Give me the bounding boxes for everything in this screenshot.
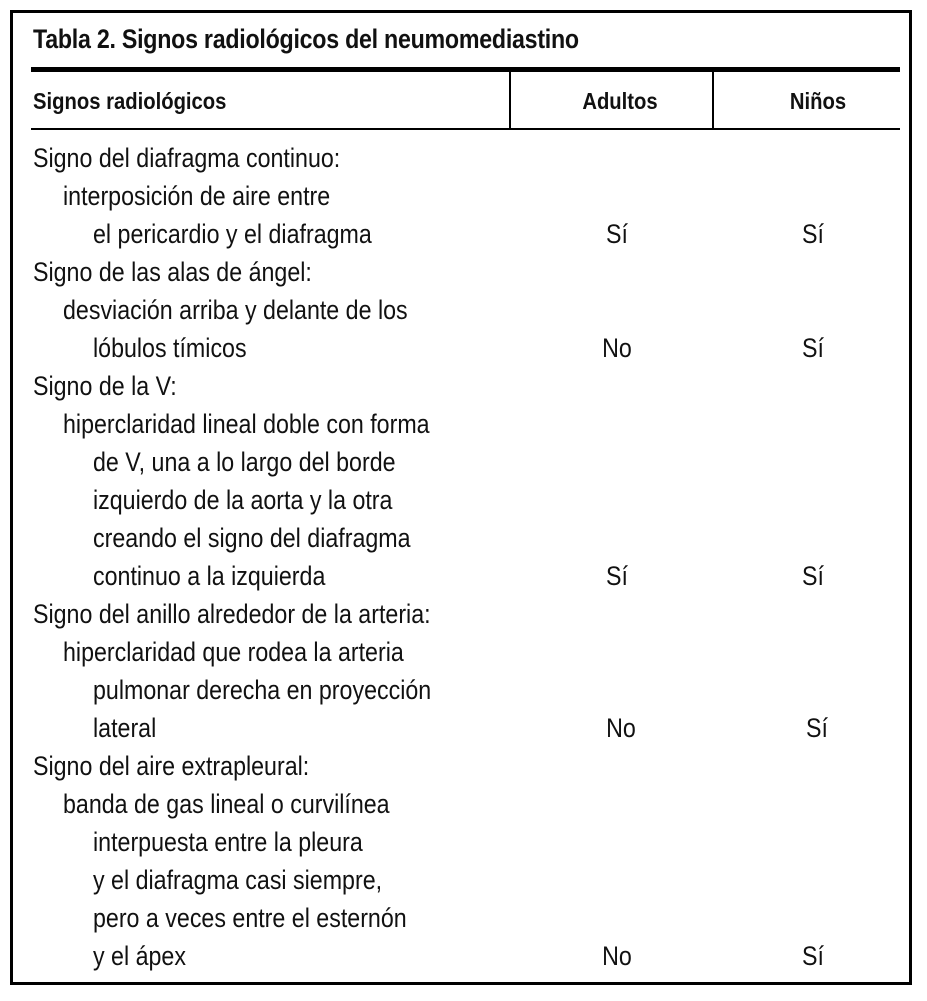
column-header-adults: Adultos	[582, 88, 658, 114]
column-header-children: Niños	[789, 88, 847, 114]
sign-description-line: y el diafragma casi siempre,	[93, 865, 383, 895]
sign-description-line: hiperclaridad que rodea la arteria	[63, 637, 404, 667]
header-divider-right	[712, 72, 714, 129]
children-value: Sí	[802, 941, 824, 971]
sign-description-line: de V, una a lo largo del borde	[93, 447, 396, 477]
adults-value: No	[606, 713, 636, 743]
sign-description-line: pero a veces entre el esternón	[93, 903, 407, 933]
children-value: Sí	[802, 219, 824, 249]
sign-description-line: lóbulos tímicos	[93, 333, 247, 363]
adults-value: No	[602, 941, 632, 971]
children-value: Sí	[802, 561, 824, 591]
sign-description-line: desviación arriba y delante de los	[63, 295, 408, 325]
sign-name: Signo del diafragma continuo:	[33, 143, 341, 173]
sign-description-line: pulmonar derecha en proyección	[93, 675, 432, 705]
header-divider	[31, 128, 900, 130]
adults-value: Sí	[606, 561, 628, 591]
sign-description-line: hiperclaridad lineal doble con forma	[63, 409, 430, 439]
adults-value: Sí	[606, 219, 628, 249]
sign-name: Signo de la V:	[33, 371, 177, 401]
sign-description-line: lateral	[93, 713, 157, 743]
adults-value: No	[602, 333, 632, 363]
sign-name: Signo del aire extrapleural:	[33, 751, 310, 781]
sign-description-line: creando el signo del diafragma	[93, 523, 411, 553]
column-header-signs: Signos radiológicos	[33, 88, 227, 114]
sign-description-line: interposición de aire entre	[63, 181, 331, 211]
sign-description-line: banda de gas lineal o curvilínea	[63, 789, 390, 819]
table-title: Tabla 2. Signos radiológicos del neumomediastino	[33, 24, 579, 54]
sign-name: Signo de las alas de ángel:	[33, 257, 312, 287]
sign-description-line: izquierdo de la aorta y la otra	[93, 485, 393, 515]
sign-description-line: el pericardio y el diafragma	[93, 219, 372, 249]
sign-description-line: y el ápex	[93, 941, 186, 971]
sign-description-line: continuo a la izquierda	[93, 561, 326, 591]
sign-name: Signo del anillo alrededor de la arteria:	[33, 599, 431, 629]
title-divider	[31, 67, 900, 72]
header-divider-left	[509, 72, 511, 129]
sign-description-line: interpuesta entre la pleura	[93, 827, 363, 857]
children-value: Sí	[806, 713, 828, 743]
children-value: Sí	[802, 333, 824, 363]
